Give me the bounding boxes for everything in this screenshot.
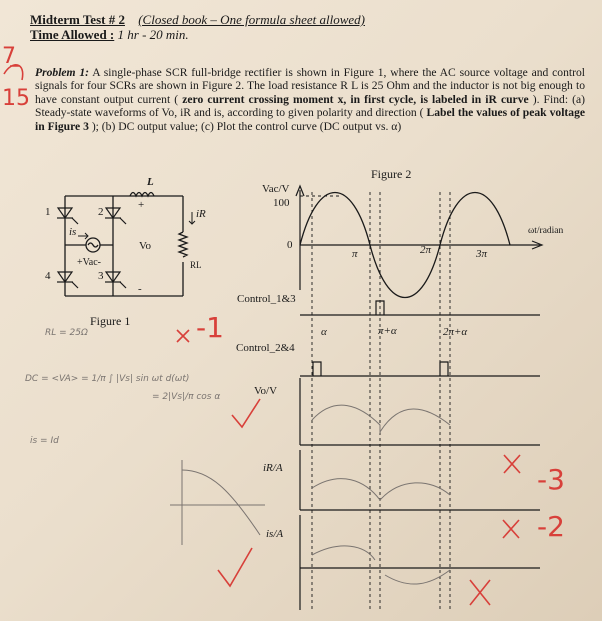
control13-label: Control_1&3 xyxy=(237,293,296,305)
vac-axis-label: Vac/V xyxy=(262,183,290,195)
is-sketch xyxy=(312,546,450,584)
ir-arrow xyxy=(189,212,195,224)
control24-label: Control_2&4 xyxy=(236,342,295,354)
exam-title: Midterm Test # 2 xyxy=(30,12,125,27)
student-note-result: = 2|Vs|/π cos α xyxy=(152,392,221,402)
peak-value-label: 100 xyxy=(273,197,290,209)
ctrl24-pulse-2 xyxy=(440,362,448,376)
is-arrow xyxy=(78,233,88,239)
x-mark-ir xyxy=(503,520,519,538)
figure1-caption: Figure 1 xyxy=(90,314,131,328)
student-note-rl: RL = 25Ω xyxy=(45,328,88,338)
student-sketch xyxy=(170,405,450,584)
x-axis-unit: ωt/radian xyxy=(528,226,564,236)
scr-devices xyxy=(57,208,126,288)
scr4-label: 4 xyxy=(45,270,51,282)
scr-1-gate xyxy=(72,218,78,224)
scr-3-gate xyxy=(120,282,126,288)
pi-alpha-label: π+α xyxy=(378,325,397,337)
student-note-is: is = Id xyxy=(30,436,59,446)
vo-sketch xyxy=(312,405,450,432)
ac-sine-glyph xyxy=(88,243,98,247)
tick-pi: π xyxy=(352,248,358,260)
problem-label: Problem 1: xyxy=(35,66,90,79)
zero-label: 0 xyxy=(287,239,293,251)
current-arrows xyxy=(78,212,195,239)
exam-note: (Closed book – One formula sheet allowed) xyxy=(138,12,365,27)
figure2-caption: Figure 2 xyxy=(371,167,412,181)
deduction-1: -1 xyxy=(196,311,224,344)
scr1-label: 1 xyxy=(45,206,51,218)
score-top: 7 xyxy=(2,44,16,69)
is-axis-label: is/A xyxy=(266,528,284,540)
scr2-label: 2 xyxy=(98,206,104,218)
tick-2pi: 2π xyxy=(420,244,432,256)
2pi-alpha-label: 2π+α xyxy=(443,326,468,338)
control-curve-sketch xyxy=(182,470,260,535)
ir-axis-label: iR/A xyxy=(263,462,283,474)
problem-text-3: ). Find: (a) Steady-state waveforms of Vo, iR and is, according to given polarity and direction ( xyxy=(35,92,585,120)
plus-sign: + xyxy=(138,199,145,211)
check-mark-2 xyxy=(218,548,252,586)
x-mark-1 xyxy=(177,330,189,342)
student-note-dc: DC = <VA> = 1/π ∫ |Vs| sin ωt d(ωt) xyxy=(25,374,190,384)
rl-label: RL xyxy=(190,260,202,270)
deduction-2: -2 xyxy=(537,510,565,543)
ctrl24-pulse-1 xyxy=(313,362,321,376)
scr-2-gate xyxy=(120,218,126,224)
score-bottom: 15 xyxy=(2,86,30,111)
time-value: 1 hr - 20 min. xyxy=(117,27,189,42)
problem-text-1: A single-phase SCR full-bridge rectifier is shown in Figure 1, where the AC source voltage and control signals for four SCRs are shown in Figure 2. The load resistance R xyxy=(35,66,585,93)
control-curve-axes xyxy=(170,460,265,545)
vo-axis-label: Vo/V xyxy=(254,385,278,397)
resistor-symbol xyxy=(179,232,187,257)
problem-bold-3: Label the values of peak voltage in Figure 3 xyxy=(35,106,586,133)
alpha-label: α xyxy=(321,326,327,338)
check-mark-1 xyxy=(232,399,260,427)
tick-3pi: 3π xyxy=(476,248,488,260)
figure2-axes xyxy=(296,186,542,610)
problem-text-2: L is 25 Ohm and the inductor is not big enough to have constant output current ( xyxy=(35,79,585,106)
ir-sketch xyxy=(312,479,450,500)
inductor-label: L xyxy=(147,176,154,188)
minus-sign: - xyxy=(138,283,142,295)
bridge-circuit xyxy=(65,193,187,297)
ir-label: iR xyxy=(196,208,206,220)
vo-label: Vo xyxy=(139,240,152,252)
scr-4-gate xyxy=(72,282,78,288)
scr3-label: 3 xyxy=(98,270,104,282)
x-mark-vo xyxy=(504,455,520,473)
problem-text-4: ); (b) DC output value; (c) Plot the control curve (DC output vs. α) xyxy=(91,119,402,133)
time-label: Time Allowed : xyxy=(30,27,115,42)
is-label: is xyxy=(69,226,77,238)
vac-label: +Vac- xyxy=(77,257,101,268)
problem-bold-2: zero current crossing moment x, in first cycle, is labeled in iR curve xyxy=(182,92,529,106)
x-mark-is xyxy=(470,580,490,605)
deduction-3: -3 xyxy=(537,463,565,496)
